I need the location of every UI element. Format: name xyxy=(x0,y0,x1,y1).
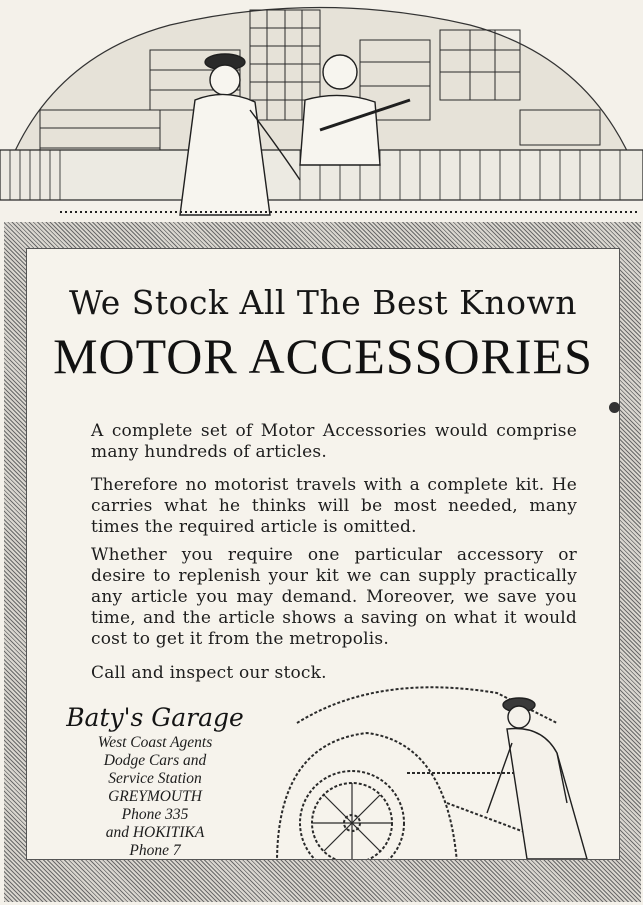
paragraph-2: Therefore no motorist travels with a complete kit. He carries what he thinks will be most needed, many times the required article is omitted. xyxy=(91,475,577,537)
garage-info xyxy=(45,703,265,860)
garage-line-7: Phone 7 xyxy=(129,842,181,859)
garage-line-6: and HOKITIKA xyxy=(105,824,205,841)
shop-counter-illustration xyxy=(0,0,643,222)
advertisement-panel xyxy=(26,248,620,860)
paragraph-4: Call and inspect our stock. xyxy=(91,663,327,683)
garage-name: Baty's Garage xyxy=(66,703,244,732)
paragraph-1: A complete set of Motor Accessories would comprise many hundreds of articles. xyxy=(91,421,577,462)
headline-line-2: MOTOR ACCESSORIES xyxy=(53,328,593,384)
garage-line-4: GREYMOUTH xyxy=(108,788,202,805)
garage-line-3: Service Station xyxy=(108,770,202,787)
garage-line-2: Dodge Cars and xyxy=(103,752,207,769)
bullet-dot xyxy=(609,402,620,413)
headline-line-1: We Stock All The Best Known xyxy=(69,283,577,322)
garage-line-5: Phone 335 xyxy=(121,806,189,823)
paragraph-3: Whether you require one particular accessory or desire to replenish your kit we can supply practically any article you may demand. Moreover, we save you time, and the article shows a saving on what it would cost to get it from the metropolis. xyxy=(91,545,577,649)
garage-line-1: West Coast Agents xyxy=(97,734,213,751)
car-and-woman-illustration xyxy=(257,663,619,859)
advertisement-border xyxy=(4,222,641,902)
